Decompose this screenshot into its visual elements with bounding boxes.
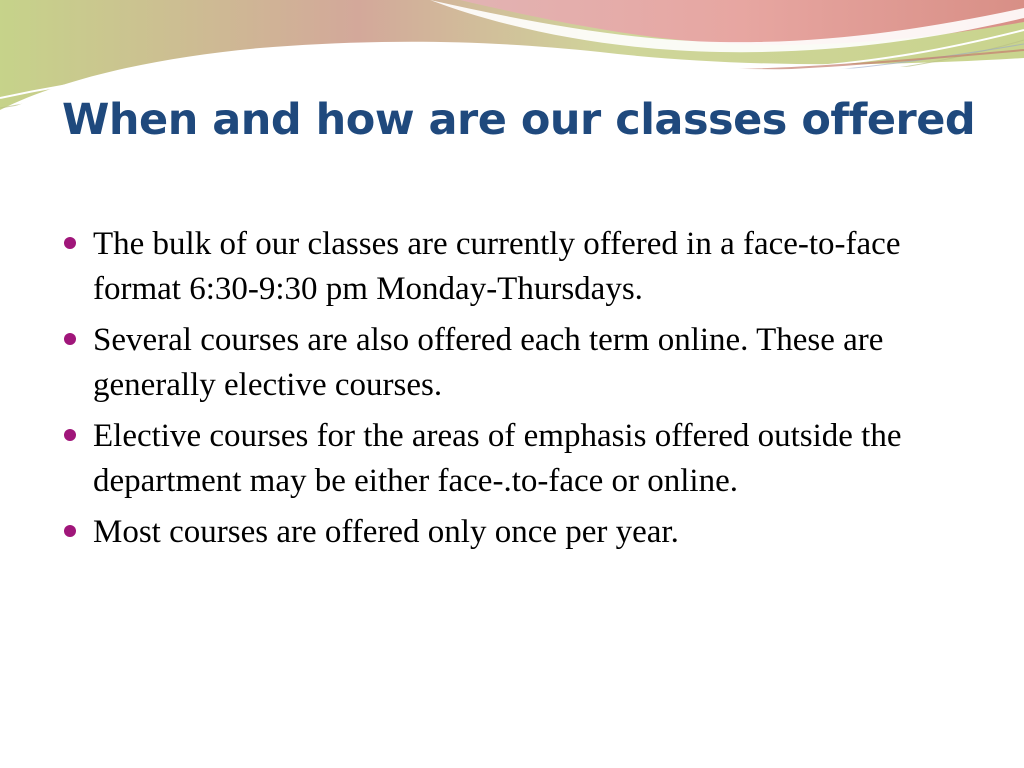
- bullet-dot-icon: [64, 429, 76, 441]
- bullet-list: [62, 222, 952, 562]
- bullet-item: [62, 510, 952, 555]
- bullet-item: [62, 414, 952, 503]
- bullet-dot-icon: [64, 237, 76, 249]
- bullet-text: Most courses are offered only once per year.: [93, 514, 679, 550]
- bullet-text: The bulk of our classes are currently offered in a face-to-face format 6:30-9:30 pm Monday-Thursdays.: [93, 226, 901, 307]
- bullet-dot-icon: [64, 525, 76, 537]
- bullet-text: Elective courses for the areas of emphasis offered outside the department may be either face-.to-face or online.: [93, 418, 902, 499]
- bullet-text: Several courses are also offered each term online. These are generally elective courses.: [93, 322, 884, 403]
- bullet-item: [62, 318, 952, 407]
- bullet-dot-icon: [64, 333, 76, 345]
- bullet-item: [62, 222, 952, 311]
- slide-title: When and how are our classes offered: [62, 95, 976, 145]
